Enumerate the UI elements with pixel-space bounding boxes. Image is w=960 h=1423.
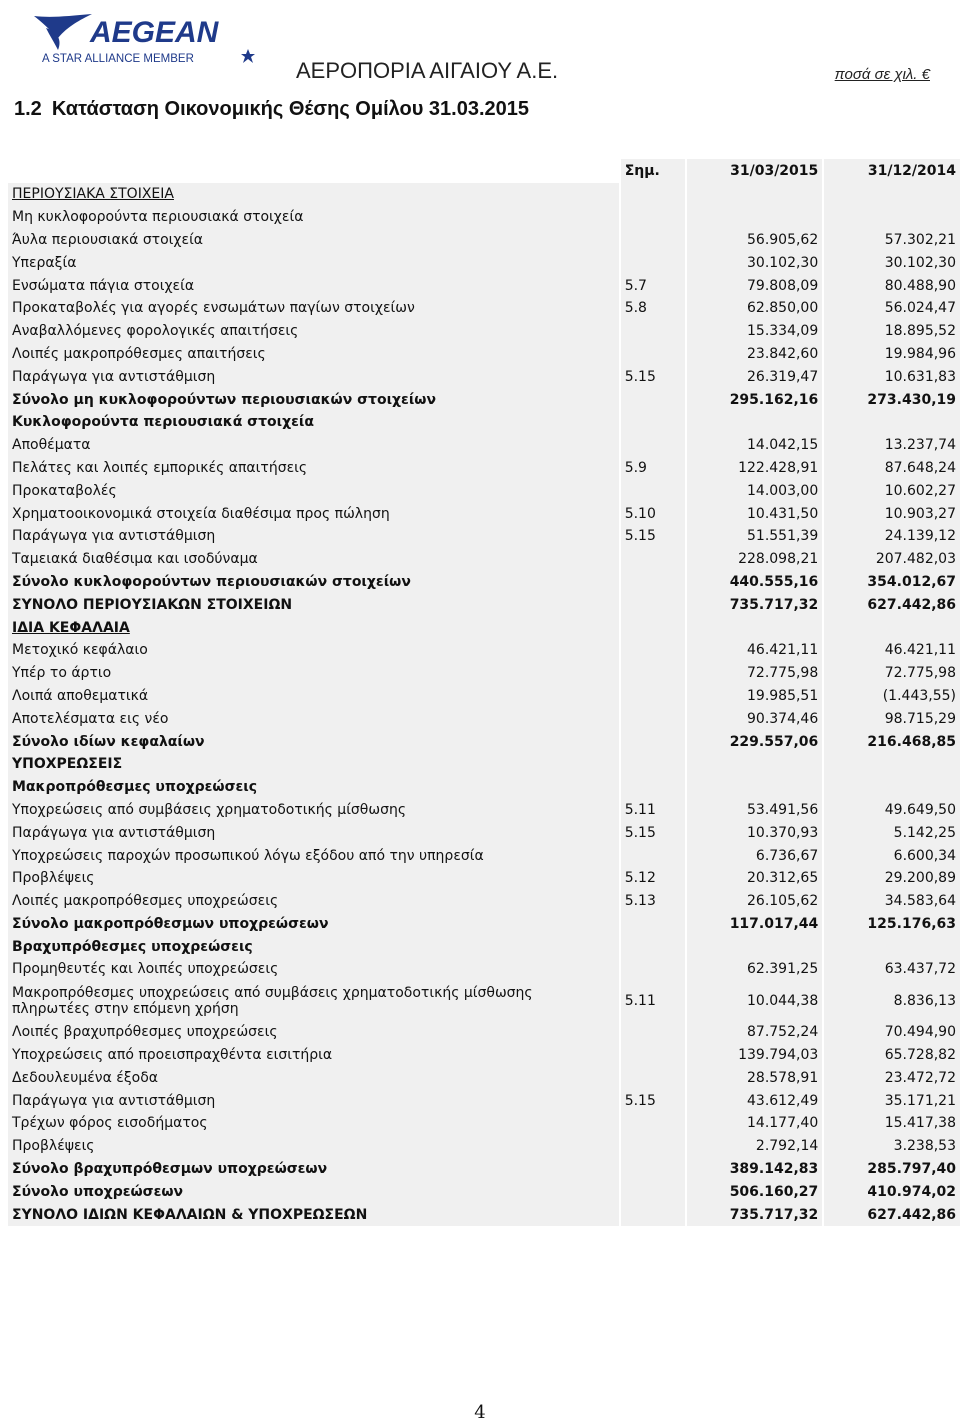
- table-row: [8, 206, 960, 229]
- row-note: [619, 388, 685, 411]
- row-value-prior: 273.430,19: [822, 388, 960, 411]
- row-value-prior: 65.728,82: [822, 1044, 960, 1067]
- table-row: [8, 867, 960, 890]
- row-note: [619, 343, 685, 366]
- row-value-current: [685, 183, 823, 206]
- row-note: [619, 571, 685, 594]
- row-value-current: 23.842,60: [685, 343, 823, 366]
- row-note: [619, 320, 685, 343]
- row-note: [619, 730, 685, 753]
- row-note: [619, 844, 685, 867]
- row-note: [619, 1066, 685, 1089]
- balance-sheet-table: [8, 159, 960, 1226]
- row-label: Αποθέματα: [8, 434, 619, 457]
- row-value-current: 389.142,83: [685, 1158, 823, 1181]
- row-note: 5.7: [619, 274, 685, 297]
- row-value-current: 440.555,16: [685, 571, 823, 594]
- row-value-prior: [822, 935, 960, 958]
- row-label: Παράγωγα για αντιστάθμιση: [8, 821, 619, 844]
- row-label: Παράγωγα για αντιστάθμιση: [8, 525, 619, 548]
- row-note: [619, 1135, 685, 1158]
- row-label: Πελάτες και λοιπές εμπορικές απαιτήσεις: [8, 457, 619, 480]
- table-row: [8, 229, 960, 252]
- logo-tagline: A STAR ALLIANCE MEMBER: [42, 53, 194, 65]
- row-value-current: 46.421,11: [685, 639, 823, 662]
- row-value-prior: 354.012,67: [822, 571, 960, 594]
- section-heading: [14, 98, 529, 121]
- row-label: Υποχρεώσεις από συμβάσεις χρηματοδοτικής μίσθωσης: [8, 799, 619, 822]
- table-row: [8, 571, 960, 594]
- row-note: [619, 707, 685, 730]
- row-value-prior: 70.494,90: [822, 1021, 960, 1044]
- row-note: [619, 206, 685, 229]
- header-period-current: 31/03/2015: [685, 159, 823, 183]
- row-label: Λοιπά αποθεματικά: [8, 685, 619, 708]
- row-value-prior: 18.895,52: [822, 320, 960, 343]
- row-note: 5.11: [619, 799, 685, 822]
- table-row: [8, 525, 960, 548]
- row-value-prior: [822, 206, 960, 229]
- table-row: [8, 799, 960, 822]
- row-value-prior: 35.171,21: [822, 1089, 960, 1112]
- row-note: 5.15: [619, 821, 685, 844]
- row-note: [619, 548, 685, 571]
- table-row: [8, 457, 960, 480]
- row-value-prior: 98.715,29: [822, 707, 960, 730]
- row-value-prior: 627.442,86: [822, 1203, 960, 1226]
- table-row: [8, 1180, 960, 1203]
- row-label: Ταμειακά διαθέσιμα και ισοδύναμα: [8, 548, 619, 571]
- row-note: [619, 1044, 685, 1067]
- row-value-current: 506.160,27: [685, 1180, 823, 1203]
- row-value-prior: 19.984,96: [822, 343, 960, 366]
- row-note: [619, 1203, 685, 1226]
- header-label: [8, 159, 619, 183]
- row-value-prior: 10.602,27: [822, 479, 960, 502]
- logo-brand: AEGEAN: [90, 16, 219, 49]
- row-label: Υποχρεώσεις από προεισπραχθέντα εισιτήρια: [8, 1044, 619, 1067]
- section-title: Κατάσταση Οικονομικής Θέσης Ομίλου 31.03.2015: [51, 98, 530, 120]
- table-row: [8, 662, 960, 685]
- row-note: 5.9: [619, 457, 685, 480]
- row-note: 5.15: [619, 1089, 685, 1112]
- row-note: 5.10: [619, 502, 685, 525]
- row-value-current: 6.736,67: [685, 844, 823, 867]
- row-label: Σύνολο υποχρεώσεων: [8, 1180, 619, 1203]
- row-value-current: 62.850,00: [685, 297, 823, 320]
- row-value-current: 117.017,44: [685, 913, 823, 936]
- table-row: [8, 434, 960, 457]
- row-note: [619, 753, 685, 776]
- row-value-prior: 6.600,34: [822, 844, 960, 867]
- table-row: [8, 1089, 960, 1112]
- row-value-prior: [822, 776, 960, 799]
- table-row: [8, 913, 960, 936]
- row-note: [619, 1180, 685, 1203]
- table-row: [8, 343, 960, 366]
- row-value-current: 30.102,30: [685, 251, 823, 274]
- row-label: Μακροπρόθεσμες υποχρεώσεις από συμβάσεις χρηματοδοτικής μίσθωσης πληρωτέες στην επόμενη χρήση: [8, 981, 619, 1021]
- row-value-current: 122.428,91: [685, 457, 823, 480]
- row-value-current: 28.578,91: [685, 1066, 823, 1089]
- row-value-current: 19.985,51: [685, 685, 823, 708]
- row-label: Μη κυκλοφορούντα περιουσιακά στοιχεία: [8, 206, 619, 229]
- table-row: [8, 548, 960, 571]
- row-value-current: 90.374,46: [685, 707, 823, 730]
- table-row: [8, 707, 960, 730]
- table-row: [8, 365, 960, 388]
- table-row: [8, 890, 960, 913]
- row-label: Προβλέψεις: [8, 867, 619, 890]
- row-label: Υπέρ το άρτιο: [8, 662, 619, 685]
- row-value-prior: 10.631,83: [822, 365, 960, 388]
- table-row: [8, 502, 960, 525]
- row-note: [619, 411, 685, 434]
- row-note: [619, 913, 685, 936]
- row-value-current: 14.042,15: [685, 434, 823, 457]
- table-row: [8, 844, 960, 867]
- row-note: 5.12: [619, 867, 685, 890]
- table-row: [8, 616, 960, 639]
- section-number: 1.2: [14, 98, 42, 120]
- row-value-current: 20.312,65: [685, 867, 823, 890]
- row-value-current: 228.098,21: [685, 548, 823, 571]
- row-value-prior: 125.176,63: [822, 913, 960, 936]
- row-value-current: 229.557,06: [685, 730, 823, 753]
- row-label: Υποχρεώσεις παροχών προσωπικού λόγω εξόδου από την υπηρεσία: [8, 844, 619, 867]
- row-label: Υπεραξία: [8, 251, 619, 274]
- row-value-prior: 87.648,24: [822, 457, 960, 480]
- row-value-prior: 207.482,03: [822, 548, 960, 571]
- row-note: [619, 935, 685, 958]
- row-value-current: 295.162,16: [685, 388, 823, 411]
- row-note: [619, 639, 685, 662]
- table-row: [8, 958, 960, 981]
- row-value-prior: 56.024,47: [822, 297, 960, 320]
- row-label: Προβλέψεις: [8, 1135, 619, 1158]
- table-row: [8, 274, 960, 297]
- row-label: Λοιπές μακροπρόθεσμες απαιτήσεις: [8, 343, 619, 366]
- row-value-current: 2.792,14: [685, 1135, 823, 1158]
- table-row: [8, 388, 960, 411]
- row-value-prior: 80.488,90: [822, 274, 960, 297]
- row-label: Βραχυπρόθεσμες υποχρεώσεις: [8, 935, 619, 958]
- row-value-prior: 8.836,13: [822, 981, 960, 1021]
- row-label: Προκαταβολές για αγορές ενσωμάτων παγίων στοιχείων: [8, 297, 619, 320]
- row-value-prior: 216.468,85: [822, 730, 960, 753]
- row-note: [619, 434, 685, 457]
- row-value-current: 72.775,98: [685, 662, 823, 685]
- row-value-prior: [822, 411, 960, 434]
- row-label: Σύνολο βραχυπρόθεσμων υποχρεώσεων: [8, 1158, 619, 1181]
- row-label: Λοιπές μακροπρόθεσμες υποχρεώσεις: [8, 890, 619, 913]
- table-row: [8, 981, 960, 1021]
- row-note: [619, 685, 685, 708]
- row-value-prior: 46.421,11: [822, 639, 960, 662]
- table-row: [8, 1066, 960, 1089]
- row-note: 5.13: [619, 890, 685, 913]
- page-number: 4: [474, 1402, 486, 1423]
- row-value-current: 26.105,62: [685, 890, 823, 913]
- table-row: [8, 183, 960, 206]
- row-label: Αποτελέσματα εις νέο: [8, 707, 619, 730]
- row-value-prior: 49.649,50: [822, 799, 960, 822]
- row-value-current: 62.391,25: [685, 958, 823, 981]
- row-note: 5.8: [619, 297, 685, 320]
- row-value-current: 79.808,09: [685, 274, 823, 297]
- row-value-current: 43.612,49: [685, 1089, 823, 1112]
- row-value-prior: 10.903,27: [822, 502, 960, 525]
- row-value-prior: 13.237,74: [822, 434, 960, 457]
- row-label: Αναβαλλόμενες φορολογικές απαιτήσεις: [8, 320, 619, 343]
- row-value-current: [685, 935, 823, 958]
- row-value-prior: 627.442,86: [822, 593, 960, 616]
- row-label: Σύνολο μακροπρόθεσμων υποχρεώσεων: [8, 913, 619, 936]
- row-value-prior: 30.102,30: [822, 251, 960, 274]
- row-value-prior: [822, 183, 960, 206]
- table-row: [8, 685, 960, 708]
- aegean-logo: [28, 10, 268, 70]
- row-label: Χρηματοοικονομικά στοιχεία διαθέσιμα προς πώληση: [8, 502, 619, 525]
- table-row: [8, 753, 960, 776]
- row-note: 5.11: [619, 981, 685, 1021]
- row-label: Παράγωγα για αντιστάθμιση: [8, 1089, 619, 1112]
- row-note: [619, 479, 685, 502]
- company-name: ΑΕΡΟΠΟΡΙΑ ΑΙΓΑΙΟΥ Α.Ε.: [296, 58, 559, 83]
- row-value-current: [685, 753, 823, 776]
- amount-unit-note: ποσά σε χιλ. €: [834, 66, 930, 83]
- table-row: [8, 297, 960, 320]
- row-value-current: 14.003,00: [685, 479, 823, 502]
- row-value-current: 87.752,24: [685, 1021, 823, 1044]
- row-note: [619, 1158, 685, 1181]
- row-value-current: [685, 776, 823, 799]
- row-value-prior: 34.583,64: [822, 890, 960, 913]
- row-note: [619, 1112, 685, 1135]
- table-row: [8, 821, 960, 844]
- row-note: [619, 593, 685, 616]
- table-row: [8, 320, 960, 343]
- row-value-prior: 15.417,38: [822, 1112, 960, 1135]
- row-value-current: 139.794,03: [685, 1044, 823, 1067]
- row-value-prior: 72.775,98: [822, 662, 960, 685]
- row-label: Τρέχων φόρος εισοδήματος: [8, 1112, 619, 1135]
- row-value-current: 51.551,39: [685, 525, 823, 548]
- table-row: [8, 1021, 960, 1044]
- row-value-current: 735.717,32: [685, 1203, 823, 1226]
- row-value-prior: 285.797,40: [822, 1158, 960, 1181]
- row-value-current: 10.370,93: [685, 821, 823, 844]
- row-label: Προμηθευτές και λοιπές υποχρεώσεις: [8, 958, 619, 981]
- table-row: [8, 935, 960, 958]
- table-row: [8, 479, 960, 502]
- table-row: [8, 1112, 960, 1135]
- row-value-prior: 24.139,12: [822, 525, 960, 548]
- row-value-current: 14.177,40: [685, 1112, 823, 1135]
- row-note: 5.15: [619, 365, 685, 388]
- row-note: [619, 662, 685, 685]
- aircraft-swoosh-icon: [34, 14, 92, 50]
- row-value-current: 15.334,09: [685, 320, 823, 343]
- row-label: Σύνολο μη κυκλοφορούντων περιουσιακών στοιχείων: [8, 388, 619, 411]
- table-row: [8, 593, 960, 616]
- row-value-current: [685, 411, 823, 434]
- row-value-prior: 23.472,72: [822, 1066, 960, 1089]
- table-row: [8, 1135, 960, 1158]
- row-value-current: 56.905,62: [685, 229, 823, 252]
- table-row: [8, 1158, 960, 1181]
- row-value-current: 10.431,50: [685, 502, 823, 525]
- star-alliance-icon: [241, 49, 255, 63]
- row-value-current: [685, 206, 823, 229]
- row-value-current: 26.319,47: [685, 365, 823, 388]
- row-value-prior: 57.302,21: [822, 229, 960, 252]
- row-value-prior: 410.974,02: [822, 1180, 960, 1203]
- row-value-prior: [822, 616, 960, 639]
- row-label: Προκαταβολές: [8, 479, 619, 502]
- row-value-prior: 63.437,72: [822, 958, 960, 981]
- row-note: [619, 958, 685, 981]
- table-header-row: [8, 159, 960, 183]
- header-note: Σημ.: [619, 159, 685, 183]
- table-row: [8, 1203, 960, 1226]
- header-period-prior: 31/12/2014: [822, 159, 960, 183]
- row-value-prior: 29.200,89: [822, 867, 960, 890]
- row-label: ΣΥΝΟΛΟ ΙΔΙΩΝ ΚΕΦΑΛΑΙΩΝ & ΥΠΟΧΡΕΩΣΕΩΝ: [8, 1203, 619, 1226]
- row-label: Λοιπές βραχυπρόθεσμες υποχρεώσεις: [8, 1021, 619, 1044]
- row-label: Μακροπρόθεσμες υποχρεώσεις: [8, 776, 619, 799]
- row-value-current: 10.044,38: [685, 981, 823, 1021]
- row-value-prior: 3.238,53: [822, 1135, 960, 1158]
- row-label: Άυλα περιουσιακά στοιχεία: [8, 229, 619, 252]
- row-value-prior: [822, 753, 960, 776]
- row-label: ΠΕΡΙΟΥΣΙΑΚΑ ΣΤΟΙΧΕΙΑ: [8, 183, 619, 206]
- table-row: [8, 1044, 960, 1067]
- row-label: ΙΔΙΑ ΚΕΦΑΛΑΙΑ: [8, 616, 619, 639]
- row-note: [619, 776, 685, 799]
- row-note: [619, 183, 685, 206]
- row-note: [619, 1021, 685, 1044]
- row-label: ΥΠΟΧΡΕΩΣΕΙΣ: [8, 753, 619, 776]
- row-label: Κυκλοφορούντα περιουσιακά στοιχεία: [8, 411, 619, 434]
- table-row: [8, 639, 960, 662]
- row-label: Παράγωγα για αντιστάθμιση: [8, 365, 619, 388]
- row-value-current: [685, 616, 823, 639]
- row-note: [619, 616, 685, 639]
- row-note: [619, 251, 685, 274]
- table-row: [8, 251, 960, 274]
- row-value-current: 735.717,32: [685, 593, 823, 616]
- row-value-prior: (1.443,55): [822, 685, 960, 708]
- row-value-prior: 5.142,25: [822, 821, 960, 844]
- row-label: Δεδουλευμένα έξοδα: [8, 1066, 619, 1089]
- row-note: [619, 229, 685, 252]
- row-note: 5.15: [619, 525, 685, 548]
- table-row: [8, 776, 960, 799]
- row-label: Ενσώματα πάγια στοιχεία: [8, 274, 619, 297]
- row-label: Μετοχικό κεφάλαιο: [8, 639, 619, 662]
- table-row: [8, 411, 960, 434]
- table-row: [8, 730, 960, 753]
- row-label: ΣΥΝΟΛΟ ΠΕΡΙΟΥΣΙΑΚΩΝ ΣΤΟΙΧΕΙΩΝ: [8, 593, 619, 616]
- row-label: Σύνολο κυκλοφορούντων περιουσιακών στοιχείων: [8, 571, 619, 594]
- row-label: Σύνολο ιδίων κεφαλαίων: [8, 730, 619, 753]
- row-value-current: 53.491,56: [685, 799, 823, 822]
